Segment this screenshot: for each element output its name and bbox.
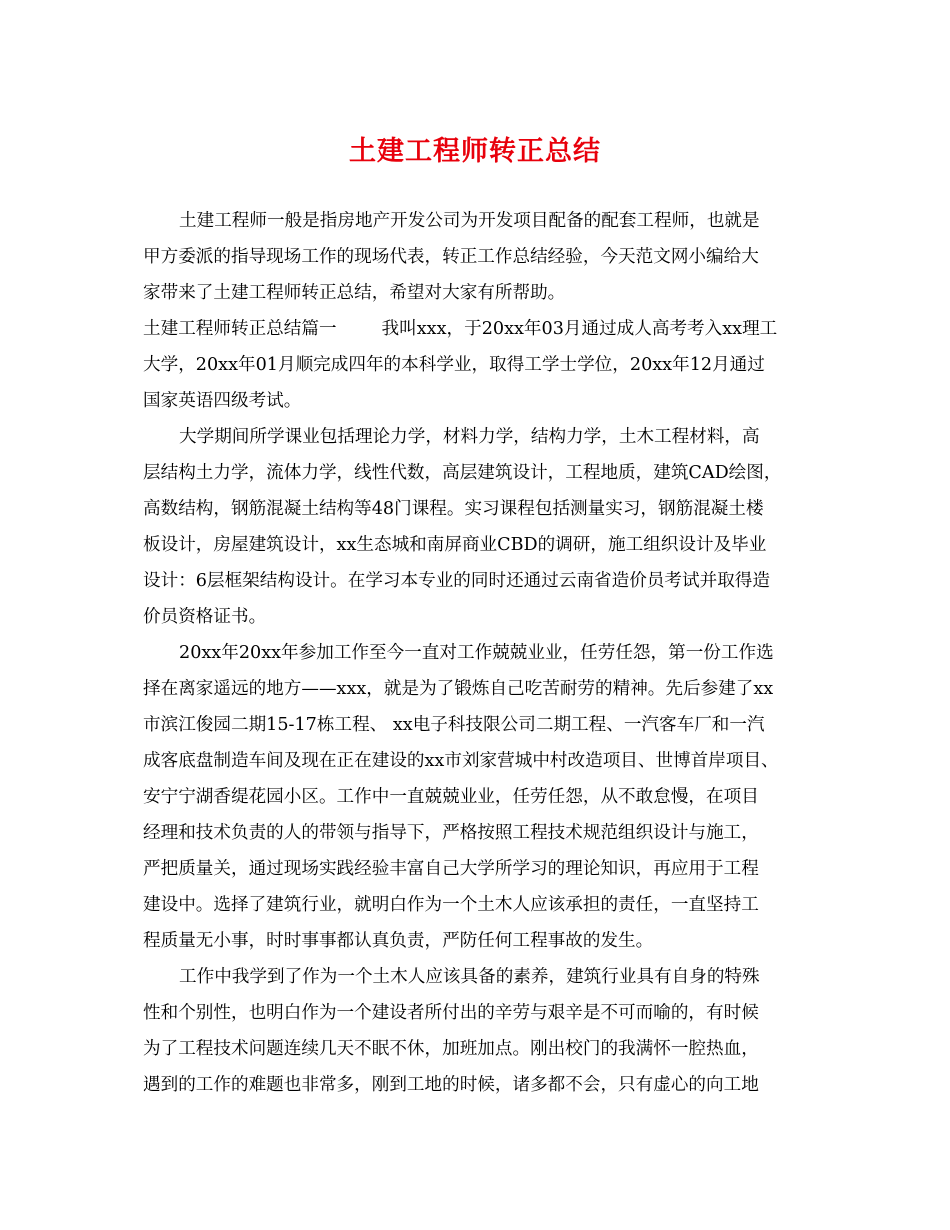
text-line: 性和个别性，也明白作为一个建设者所付出的辛劳与艰辛是不可而喻的，有时候 bbox=[143, 1003, 759, 1023]
text-line: 遇到的工作的难题也非常多，刚到工地的时候，诸多都不会，只有虚心的向工地 bbox=[143, 1075, 759, 1095]
text-line: 甲方委派的指导现场工作的现场代表，转正工作总结经验，今天范文网小编给大 bbox=[143, 247, 759, 267]
text-line: 大学，20xx年01月顺完成四年的本科学业，取得工学士学位，20xx年12月通过 bbox=[143, 355, 765, 375]
text-line: 安宁宁湖香缇花园小区。工作中一直兢兢业业，任劳任怨，从不敢怠慢，在项目 bbox=[143, 787, 759, 807]
text-line: 价员资格证书。 bbox=[143, 607, 267, 627]
document-body bbox=[143, 203, 813, 1103]
text-line: 设计：6层框架结构设计。在学习本专业的同时还通过云南省造价员考试并取得造 bbox=[143, 571, 770, 591]
text-line: 成客底盘制造车间及现在正在建设的xx市刘家营城中村改造项目、世博首岸项目、 bbox=[143, 751, 779, 771]
text-line: 大学期间所学课业包括理论力学，材料力学，结构力学，土木工程材料，高 bbox=[179, 427, 760, 447]
section-heading: 土建工程师转正总结篇一 bbox=[143, 319, 337, 339]
text-line: 层结构土力学，流体力学，线性代数，高层建筑设计，工程地质，建筑CAD绘图， bbox=[143, 463, 782, 483]
text-line: 国家英语四级考试。 bbox=[143, 391, 302, 411]
text-line: 程质量无小事，时时事事都认真负责，严防任何工程事故的发生。 bbox=[143, 931, 654, 951]
text-span: 我叫xxx，于20xx年03月通过成人高考考入xx理工 bbox=[381, 319, 778, 339]
text-line: 高数结构，钢筋混凝土结构等48门课程。实习课程包括测量实习，钢筋混凝土楼 bbox=[143, 499, 764, 519]
text-line: 市滨江俊园二期15-17栋工程、 xx电子科技限公司二期工程、一汽客车厂和一汽 bbox=[143, 715, 765, 735]
text-line: 严把质量关，通过现场实践经验丰富自己大学所学习的理论知识，再应用于工程 bbox=[143, 859, 759, 879]
text-line: 工作中我学到了作为一个土木人应该具备的素养，建筑行业具有自身的特殊 bbox=[179, 967, 760, 987]
text-line: 土建工程师一般是指房地产开发公司为开发项目配备的配套工程师，也就是 bbox=[179, 211, 760, 231]
text-line: 为了工程技术问题连续几天不眠不休，加班加点。刚出校门的我满怀一腔热血， bbox=[143, 1039, 759, 1059]
text-line: 经理和技术负责的人的带领与指导下，严格按照工程技术规范组织设计与施工， bbox=[143, 823, 759, 843]
text-line: 20xx年20xx年参加工作至今一直对工作兢兢业业，任劳任怨，第一份工作选 bbox=[179, 643, 774, 663]
text-line: 择在离家遥远的地方——xxx，就是为了锻炼自己吃苦耐劳的精神。先后参建了xx bbox=[143, 679, 774, 699]
text-line: 家带来了土建工程师转正总结，希望对大家有所帮助。 bbox=[143, 283, 566, 303]
text-line: 板设计，房屋建筑设计，xx生态城和南屏商业CBD的调研，施工组织设计及毕业 bbox=[143, 535, 767, 555]
document-title: 土建工程师转正总结 bbox=[349, 136, 601, 167]
text-line: 建设中。选择了建筑行业，就明白作为一个土木人应该承担的责任，一直坚持工 bbox=[143, 895, 759, 915]
text-line-with-heading bbox=[143, 311, 813, 347]
